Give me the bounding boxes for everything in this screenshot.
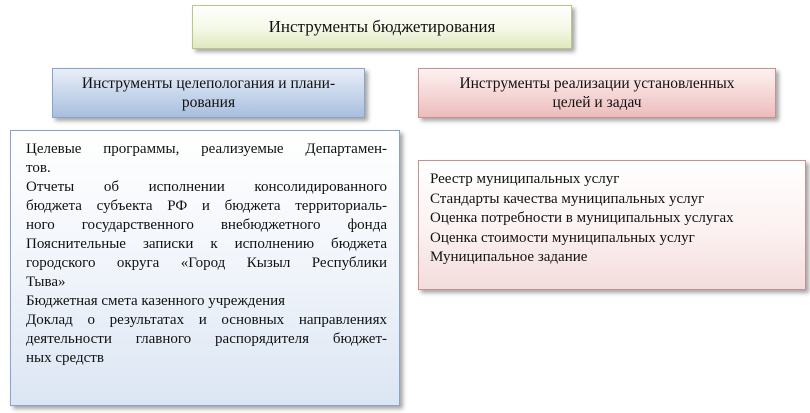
- diagram-title: Инструменты бюджетирования: [268, 17, 496, 36]
- planning-tools-line: ных средств: [26, 350, 104, 366]
- planning-tools-line: Бюджетная смета казенного учреждения: [26, 293, 286, 309]
- planning-tools-line: Отчеты об исполнении консолидированного: [26, 179, 387, 195]
- planning-tools-line: деятельности главного распорядителя бюджет-: [26, 331, 387, 347]
- planning-tools-line: тов.: [26, 160, 51, 176]
- planning-tools-line: Тыва»: [26, 274, 66, 290]
- implementation-tools-line: Оценка стоимости муниципальных услуг: [430, 229, 695, 246]
- planning-tools-header: [52, 68, 365, 118]
- planning-tools-line: Целевые программы, реализуемые Департамен-: [26, 141, 387, 157]
- implementation-tools-line: Муниципальное задание: [430, 249, 588, 265]
- implementation-tools-list: [418, 160, 806, 290]
- planning-tools-line: Доклад о результатах и основных направлениях: [26, 312, 387, 328]
- planning-tools-list: [10, 130, 400, 406]
- implementation-tools-line: Оценка потребности в муниципальных услугах: [430, 210, 734, 226]
- planning-tools-line: бюджета субъекта РФ и бюджета территориаль-: [26, 198, 387, 214]
- planning-tools-header-line-1: Инструменты целепологания и плани-: [81, 75, 336, 92]
- planning-tools-line: ного государственного внебюджетного фонда: [26, 217, 387, 233]
- title-box: [192, 5, 572, 49]
- implementation-tools-header: [418, 68, 776, 118]
- planning-tools-header-line-2: рования: [181, 94, 236, 111]
- planning-tools-line: городского округа «Город Кызыл Республики: [26, 255, 387, 271]
- planning-tools-line: Пояснительные записки к исполнению бюджета: [26, 236, 387, 252]
- implementation-tools-line: Стандарты качества муниципальных услуг: [430, 190, 705, 207]
- implementation-tools-header-line-1: Инструменты реализации установленных: [459, 75, 735, 92]
- implementation-tools-header-line-2: целей и задач: [552, 94, 642, 111]
- implementation-tools-line: Реестр муниципальных услуг: [430, 171, 620, 187]
